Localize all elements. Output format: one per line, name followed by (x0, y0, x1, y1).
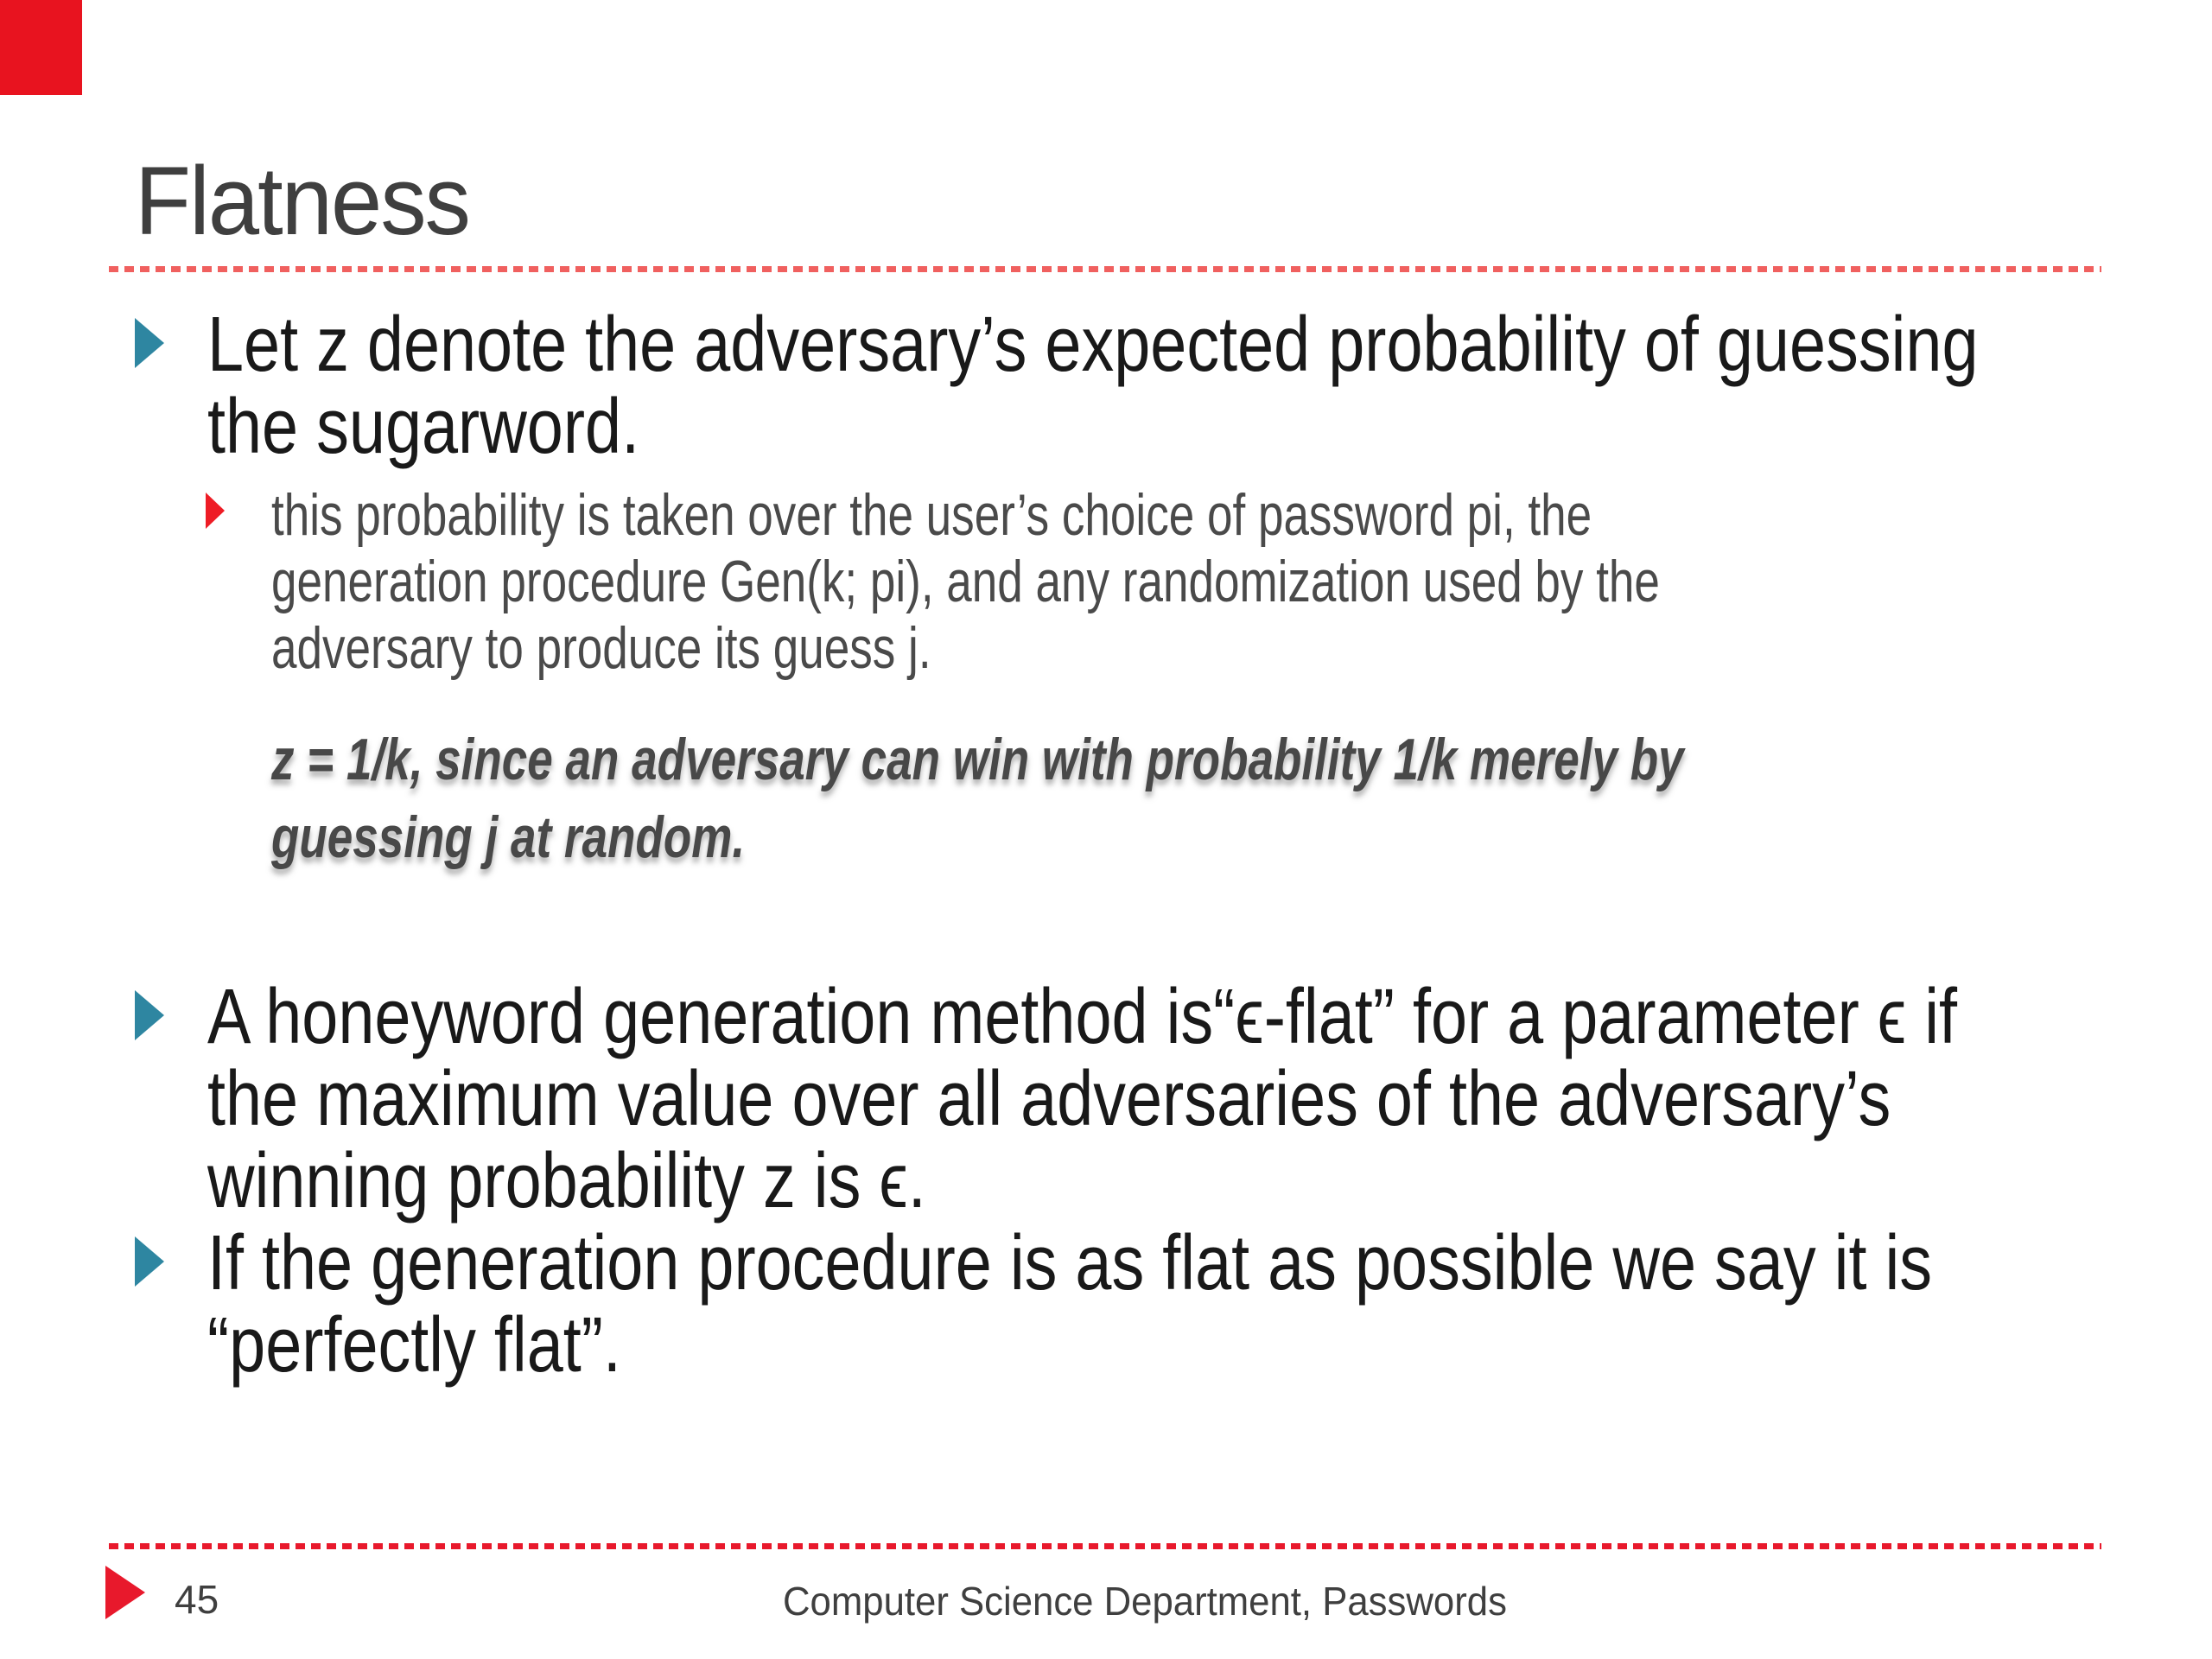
bullet3-line2: “perfectly flat”. (207, 1302, 621, 1389)
teal-arrow-bullet-icon (135, 990, 164, 1040)
sub-bullet-item-1 (271, 482, 2051, 682)
teal-arrow-bullet-icon (135, 1236, 164, 1287)
italic-note (271, 721, 2082, 876)
red-arrow-bullet-icon (206, 493, 225, 529)
bullet-item-3 (207, 1220, 2212, 1389)
subbullet1-line1: this probability is taken over the user’s choice of password pi, the (271, 482, 1592, 548)
bullet-item-1 (207, 304, 2212, 468)
footer-label: Computer Science Department, Passwords (783, 1579, 1507, 1624)
bullet1-line1: Let z denote the adversary’s expected probability of guessing (207, 302, 1979, 388)
note-line2: guessing j at random. (271, 804, 746, 870)
subbullet1-line2: generation procedure Gen(k; pi), and any randomization used by the (271, 549, 1660, 614)
slide-title: Flatness (135, 147, 469, 255)
subbullet1-line3: adversary to produce its guess j. (271, 615, 931, 681)
slide-page-number: 45 (175, 1577, 219, 1622)
bullet2-line3: winning probability z is ϵ. (207, 1138, 926, 1224)
teal-arrow-bullet-icon (135, 318, 164, 368)
title-divider-dashed-line (109, 266, 2101, 272)
bullet1-line2: the sugarword. (207, 384, 640, 470)
footer-divider-dashed-line (109, 1543, 2101, 1549)
bullet-item-2 (207, 976, 2212, 1223)
footer-red-arrow-icon (105, 1566, 145, 1619)
bullet2-line1: A honeyword generation method is“ϵ-flat” for a parameter ϵ if (207, 974, 1958, 1060)
note-line1: z = 1/k, since an adversary can win with probability 1/k merely by (271, 727, 1684, 792)
corner-red-bar (0, 0, 82, 95)
bullet3-line1: If the generation procedure is as flat as possible we say it is (207, 1220, 1933, 1306)
bullet2-line2: the maximum value over all adversaries of the adversary’s (207, 1056, 1891, 1142)
